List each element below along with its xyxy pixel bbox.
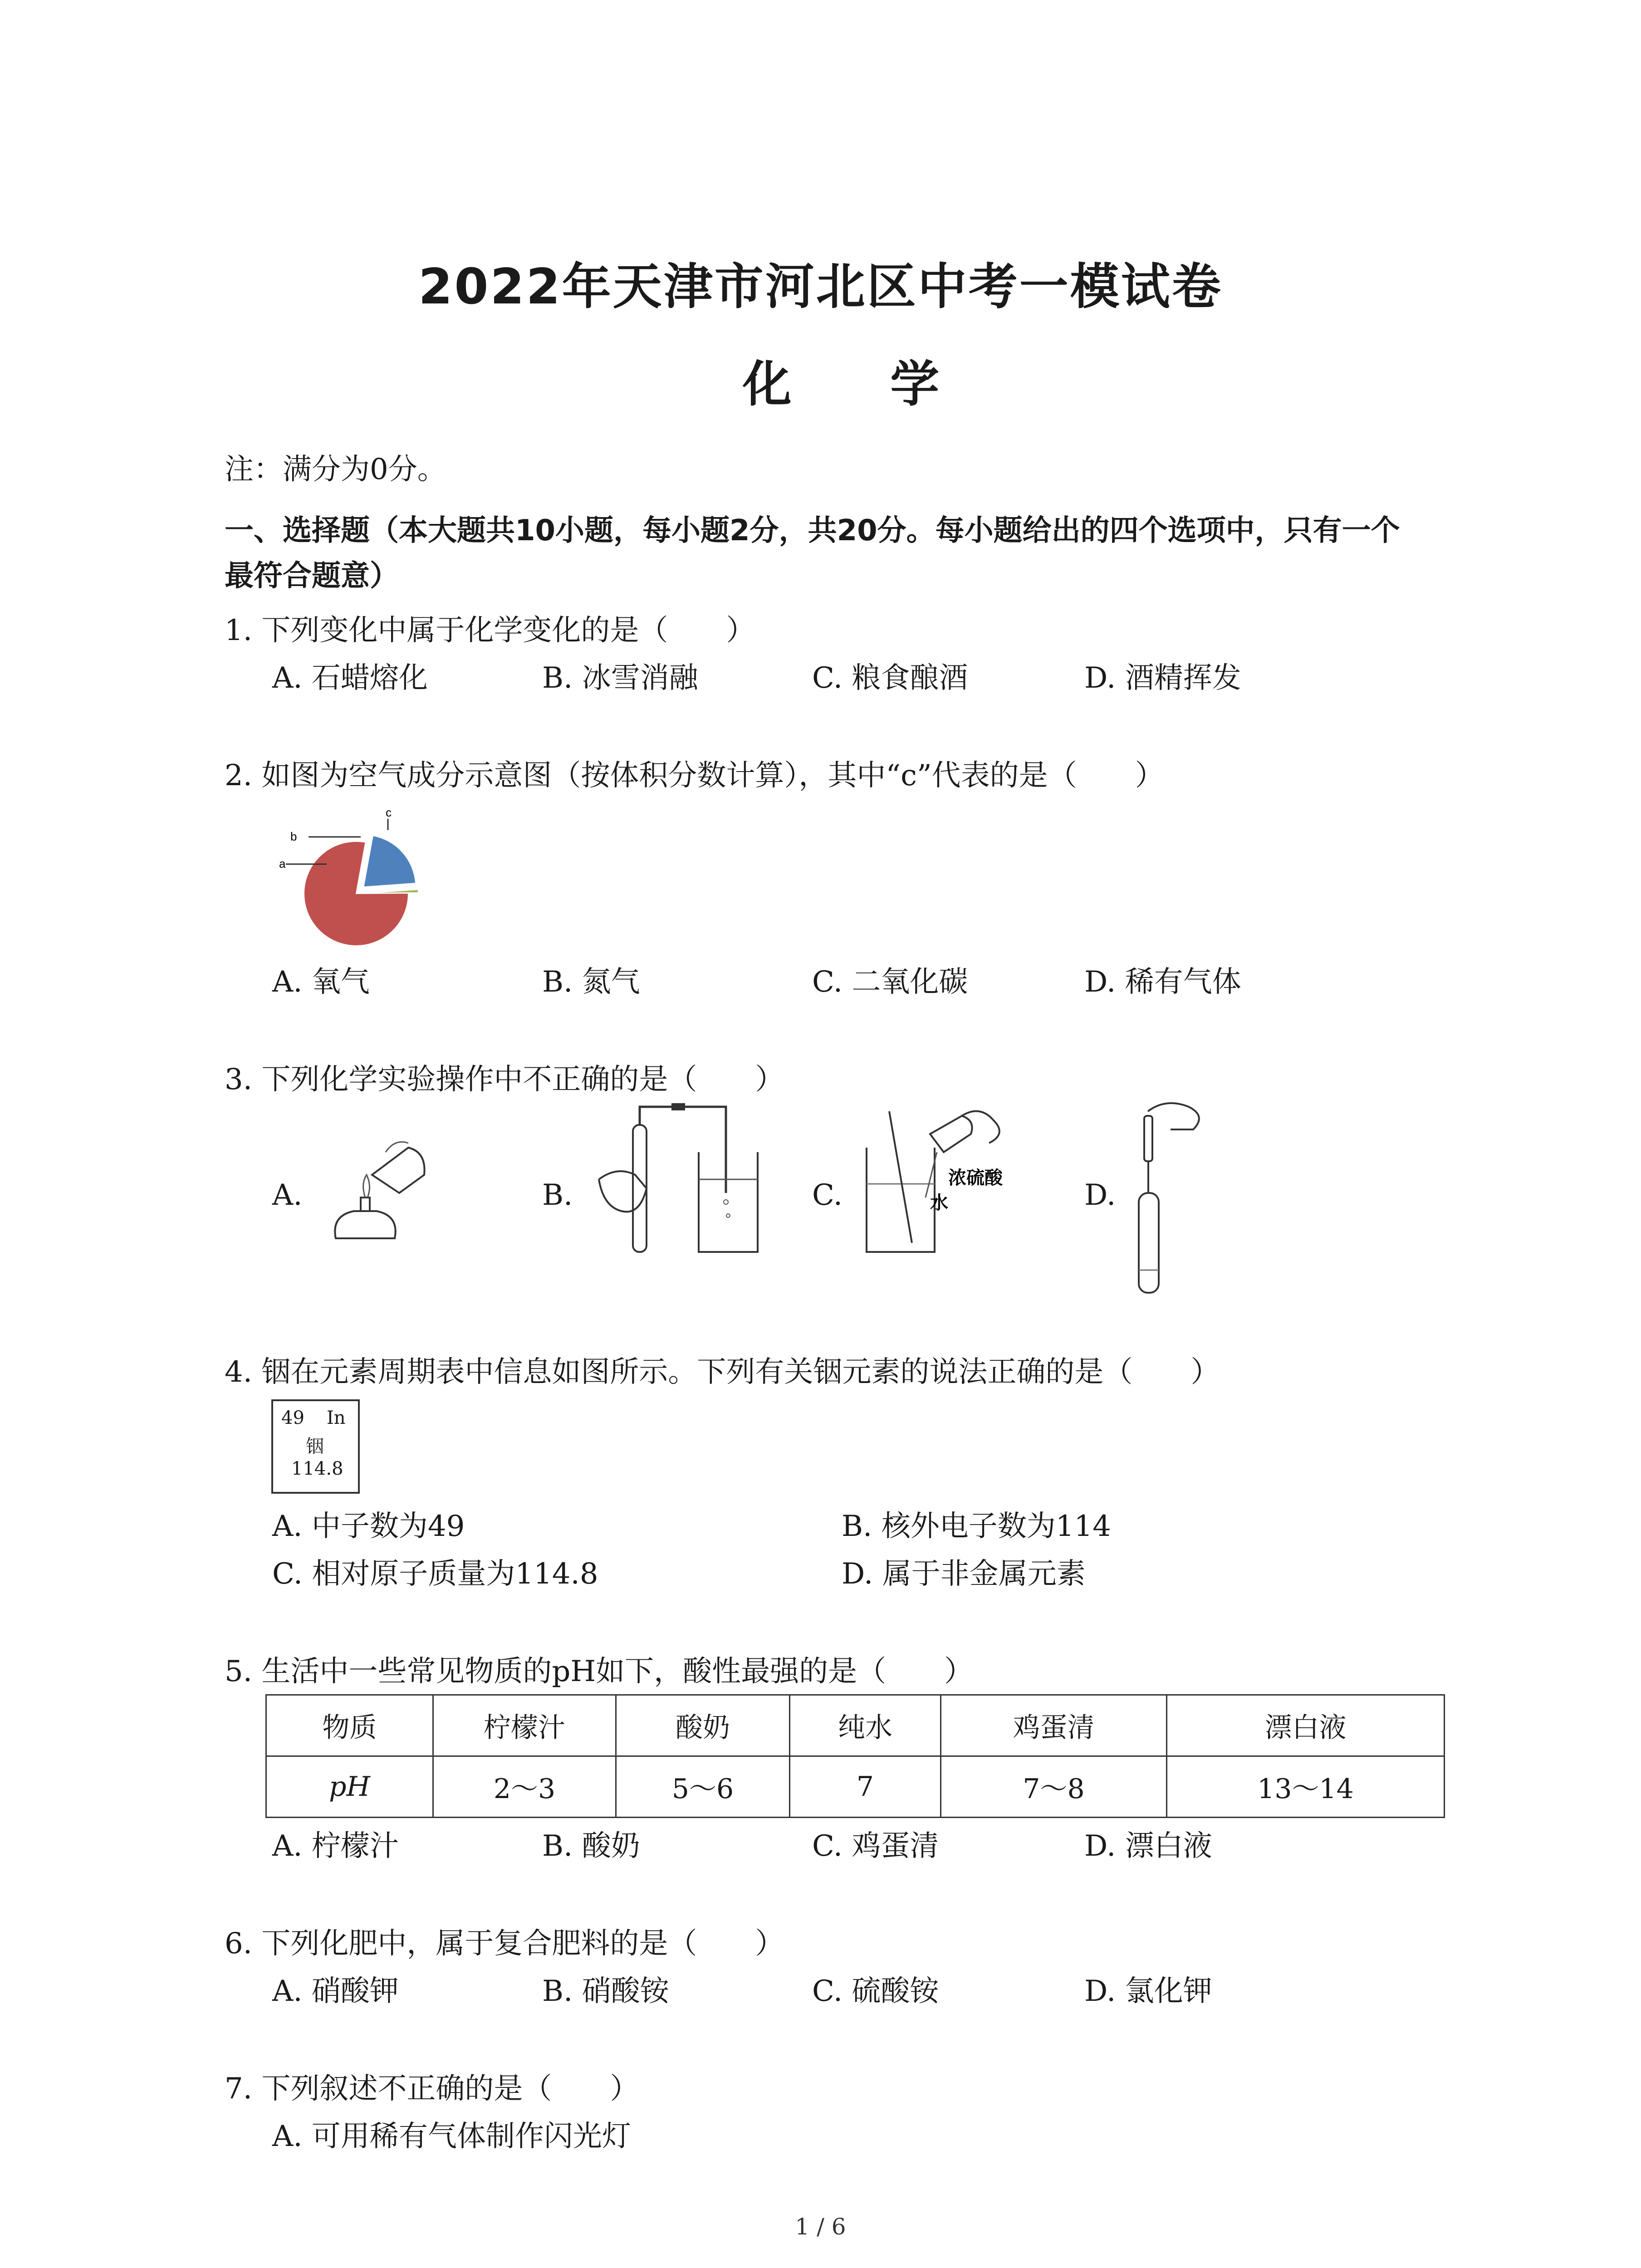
question-6-stem: 6. 下列化肥中，属于复合肥料的是（ ）: [225, 1927, 784, 1960]
question-7-stem: 7. 下列叙述不正确的是（ ）: [225, 2072, 639, 2106]
q5-option-a: A. 柠檬汁: [272, 1829, 399, 1863]
section-heading-line2: 最符合题意）: [225, 559, 399, 593]
question-5-stem: 5. 生活中一些常见物质的pH如下，酸性最强的是（ ）: [225, 1655, 974, 1688]
label-water: 水: [930, 1193, 948, 1213]
q1-option-a: A. 石蜡熔化: [272, 661, 428, 695]
question-3-stem: 3. 下列化学实验操作中不正确的是（ ）: [225, 1063, 784, 1096]
pie-label-b: b: [290, 830, 297, 843]
ph-table-value-row: [266, 1756, 1445, 1818]
q4-option-a: A. 中子数为49: [272, 1510, 465, 1543]
q4-option-d: D. 属于非金属元素: [842, 1557, 1086, 1591]
header-cell: 柠檬汁: [433, 1695, 616, 1756]
indium-element-card: [271, 1399, 360, 1494]
table-cell: 2～3: [433, 1756, 616, 1818]
section-heading-line1: 一、选择题（本大题共10小题，每小题2分，共20分。每小题给出的四个选项中，只有一个: [225, 514, 1400, 547]
table-cell: 5～6: [616, 1756, 790, 1818]
q3-option-c: C.: [812, 1178, 843, 1212]
q5-option-d: D. 漂白液: [1084, 1829, 1212, 1863]
q1-option-c: C. 粮食酿酒: [812, 661, 968, 695]
question-4-stem: 4. 铟在元素周期表中信息如图所示。下列有关铟元素的说法正确的是（ ）: [225, 1355, 1220, 1389]
table-cell: 13～14: [1167, 1756, 1445, 1818]
header-cell: 酸奶: [616, 1695, 790, 1756]
q5-option-b: B. 酸奶: [542, 1829, 640, 1863]
alcohol-lamp-illustration: [318, 1134, 436, 1261]
header-cell: 纯水: [790, 1695, 941, 1756]
air-composition-pie-chart: [259, 798, 449, 962]
q5-option-c: C. 鸡蛋清: [812, 1829, 939, 1863]
table-cell: pH: [266, 1756, 433, 1818]
q4-option-b: B. 核外电子数为114: [842, 1510, 1111, 1543]
page-number: 1 / 6: [795, 2214, 846, 2240]
q2-option-b: B. 氮气: [542, 965, 640, 999]
element-symbol: In: [327, 1408, 346, 1428]
q3-option-b: B.: [542, 1178, 573, 1212]
q3-option-d: D.: [1084, 1178, 1116, 1212]
exam-title: 2022年天津市河北区中考一模试卷: [418, 259, 1223, 315]
q6-option-d: D. 氯化钾: [1084, 1975, 1212, 2008]
q2-option-a: A. 氧气: [272, 965, 370, 999]
subject-title: 化 学: [742, 356, 980, 413]
header-cell: 物质: [266, 1695, 433, 1756]
q6-option-b: B. 硝酸铵: [542, 1975, 669, 2008]
table-cell: 7～8: [941, 1756, 1167, 1818]
q6-option-a: A. 硝酸钾: [272, 1975, 399, 2008]
dropper-test-tube-illustration: [1121, 1098, 1211, 1297]
q4-option-c: C. 相对原子质量为114.8: [272, 1557, 598, 1591]
header-cell: 鸡蛋清: [941, 1695, 1167, 1756]
q2-option-d: D. 稀有气体: [1084, 965, 1241, 999]
element-mass: 114.8: [291, 1458, 343, 1479]
header-cell: 漂白液: [1167, 1695, 1445, 1756]
pie-label-c: c: [386, 806, 392, 819]
dilute-sulfuric-acid-illustration: [857, 1107, 1030, 1261]
ph-table: [265, 1694, 1445, 1818]
q1-option-d: D. 酒精挥发: [1084, 661, 1241, 695]
q2-option-c: C. 二氧化碳: [812, 965, 968, 999]
airtightness-check-illustration: [590, 1098, 762, 1261]
table-cell: 7: [790, 1756, 941, 1818]
element-name: 铟: [306, 1436, 324, 1457]
pie-slice-c: [363, 836, 416, 887]
pie-label-a: a: [279, 857, 286, 870]
pie-slice-b: [366, 890, 418, 893]
question-1-stem: 1. 下列变化中属于化学变化的是（ ）: [225, 614, 755, 647]
q3-option-a: A.: [272, 1178, 303, 1212]
score-note: 注：满分为0分。: [225, 453, 446, 486]
q7-option-a: A. 可用稀有气体制作闪光灯: [272, 2120, 631, 2153]
question-2-stem: 2. 如图为空气成分示意图（按体积分数计算），其中“c”代表的是（ ）: [225, 759, 1164, 792]
label-concentrated-sulfuric-acid: 浓硫酸: [948, 1168, 1003, 1188]
ph-table-header-row: [266, 1695, 1445, 1756]
q6-option-c: C. 硫酸铵: [812, 1975, 939, 2008]
element-number: 49: [281, 1408, 304, 1428]
q1-option-b: B. 冰雪消融: [542, 661, 698, 695]
